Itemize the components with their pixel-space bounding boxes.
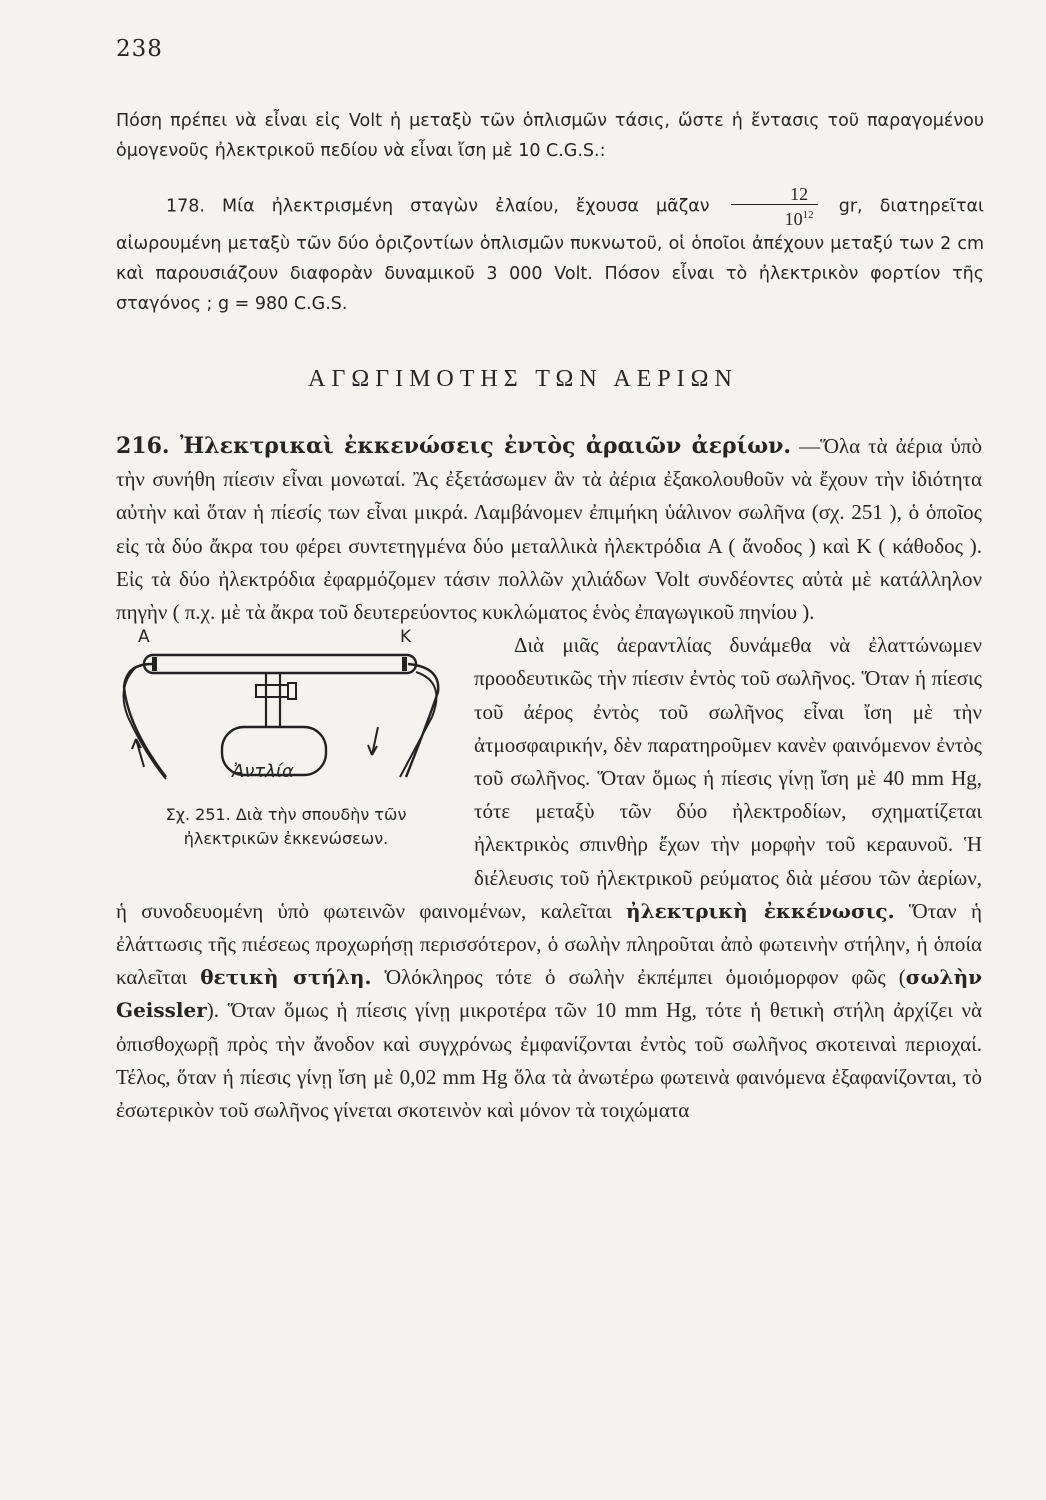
figure-caption: Σχ. 251. Διὰ τὴν σπουδὴν τῶν ἠλεκτρικῶν ἐκκενώσεων. (165, 805, 407, 849)
glass-tube (144, 655, 416, 673)
figure-251 (116, 627, 456, 877)
anode-electrode (152, 657, 157, 671)
cathode-lead-wire-outer (400, 672, 436, 777)
section-216 (116, 430, 982, 1127)
section-intro-text (791, 434, 799, 458)
problem-177: Πόση πρέπει νὰ εἶναι εἰς Volt ἡ μεταξὺ τῶν ὁπλισμῶν τάσις, ὥστε ἡ ἔντασις τοῦ παραγομένου ὁμογενοῦς ἠλεκτρικοῦ πεδίου νὰ εἶναι ἴση μὲ 10 C.G.S.: (116, 111, 984, 161)
body-text-4: ). Ὅταν ὅμως ἡ πίεσις γίνῃ μικροτέρα τῶν 10 mm Hg, τότε ἡ θετικὴ στήλη ἀρχίζει νὰ ὀπισθοχωρῇ πρὸς τὴν ἄνοδον καὶ συγχρόνως ἐμφανίζονται ἐντὸς τοῦ σωλῆνος σκοτειναὶ περιοχαί. Τέλος, ὅταν ἡ πίεσις γίνῃ ἴση μὲ 0,02 mm Hg ὅλα τὰ ἀνωτέρω φωτεινὰ φαινόμενα ἐξαφανίζονται, τὸ ἐσωτερικὸν τοῦ σωλῆνος γίνεται σκοτεινὸν καὶ μόνον τὰ τοιχώματα (116, 998, 982, 1123)
cathode-lead-wire (406, 664, 438, 777)
section-paragraph-1 (116, 430, 982, 629)
problem-178-rest: gr, διατηρεῖται αἰωρουμένη μεταξὺ τῶν δύο ὁριζοντίων ὁπλισμῶν πυκνωτοῦ, οἱ ὁποῖοι ἀπέχουν μεταξύ των 2 cm καὶ παρουσιάζουν διαφορὰν δυναμικοῦ 3 000 Volt. Πόσον εἶναι τὸ ἠλεκτρικὸν φορτίον τῆς σταγόνος ; g = 980 C.G.S. (116, 196, 984, 314)
problem-178-start: 178. Μία ἠλεκτρισμένη σταγὼν ἐλαίου, ἔχουσα μᾶζαν (166, 196, 710, 217)
section-title: 216. Ἠλεκτρικαὶ ἐκκενώσεις ἐντὸς ἀραιῶν ἀερίων. (116, 433, 792, 459)
exercises-block (116, 106, 984, 319)
cathode-electrode (402, 657, 407, 671)
body-text-1: Διὰ μιᾶς ἀεραντλίας δυνάμεθα νὰ ἐλαττώνωμεν προοδευτικῶς τὴν πίεσιν ἐντὸς τοῦ σωλῆνος. Ὅταν ἡ πίεσις τοῦ ἀέρος ἐντὸς τοῦ σωλῆνος εἶναι ἴση μὲ τὴν ἀτμοσφαιρικήν, δὲν παρατηροῦμεν κανὲν φαινόμενον ἐντὸς τοῦ σωλῆνος. Ὅταν ὅμως ἡ πίεσις γίνῃ ἴση μὲ 40 mm Hg, τότε μεταξὺ τῶν δύο ἠλεκτροδίων, σχηματίζεται ἠλεκτρικὸς σπινθὴρ ἔχων τὴν μορφὴν τοῦ κεραυνοῦ. Ἡ διέλευσις τοῦ ἠλεκτρικοῦ ρεύματος διὰ μέσου τῶν ἀερίων, ἡ συνοδευομένη ὑπὸ φωτεινῶν φαινομένων, καλεῖται (116, 633, 982, 923)
stopcock (256, 685, 292, 697)
anode-lead-wire-outer (124, 667, 167, 779)
stopcock-handle (288, 683, 296, 699)
pump-pipe (266, 673, 280, 727)
section-intro: —Ὅλα τὰ ἀέρια ὑπὸ τὴν συνήθη πίεσιν εἶναι μονωταί. Ἂς ἐξετάσωμεν ἂν τὰ ἀέρια ἐξακολουθοῦν νὰ ἔχουν τὴν ἰδιότητα αὐτὴν καὶ ὅταν ἡ πίεσίς των εἶναι μικρά. Λαμβάνομεν ἐπιμήκη ὑάλινον σωλῆνα (σχ. 251 ), ὁ ὁποῖος εἰς τὰ δύο ἄκρα του φέρει συντετηγμένα δύο μεταλλικὰ ἠλεκτρόδια A ( ἄνοδος ) καὶ K ( κάθοδος ). Εἰς τὰ δύο ἠλεκτρόδια ἐφαρμόζομεν τάσιν πολλῶν χιλιάδων Volt συνδέοντες αὐτὰ μὲ κατάλληλον πηγὴν ( π.χ. μὲ τὰ ἄκρα τοῦ δευτερεύοντος κυκλώματος ἑνὸς ἐπαγωγικοῦ πηνίου ). (116, 434, 983, 625)
mass-fraction (731, 184, 818, 229)
fraction-numerator: 12 (731, 184, 818, 205)
section-heading: ΑΓΩΓΙΜΟΤΗΣ ΤΩΝ ΑΕΡΙΩΝ (308, 366, 738, 392)
body-text-3: Ὁλόκληρος τότε ὁ σωλὴν ἐκπέμπει ὁμοιόμορφον φῶς ( (384, 965, 906, 990)
problem-178 (116, 184, 984, 319)
body-text-2: Ὅταν ἡ ἐλάττωσις τῆς πιέσεως προχωρήσῃ περισσότερον, ὁ σωλὴν πληροῦται ἀπὸ φωτεινὴν στήλην, ἡ ὁποία καλεῖται (116, 898, 982, 990)
term-geissler-tube: σωλὴν Geissler (116, 965, 982, 1023)
pump-label: Ἀντλία (232, 761, 294, 783)
label-anode: A (138, 627, 150, 648)
term-electric-discharge: ἠλεκτρικὴ ἐκκένωσις. (626, 898, 895, 923)
term-positive-column: θετικὴ στήλη. (200, 965, 372, 990)
label-cathode: K (400, 627, 412, 648)
fraction-denominator: $10^{12}$ (784, 209, 814, 229)
page-number: 238 (116, 36, 163, 62)
fraction-exponent: 12 (802, 209, 814, 221)
